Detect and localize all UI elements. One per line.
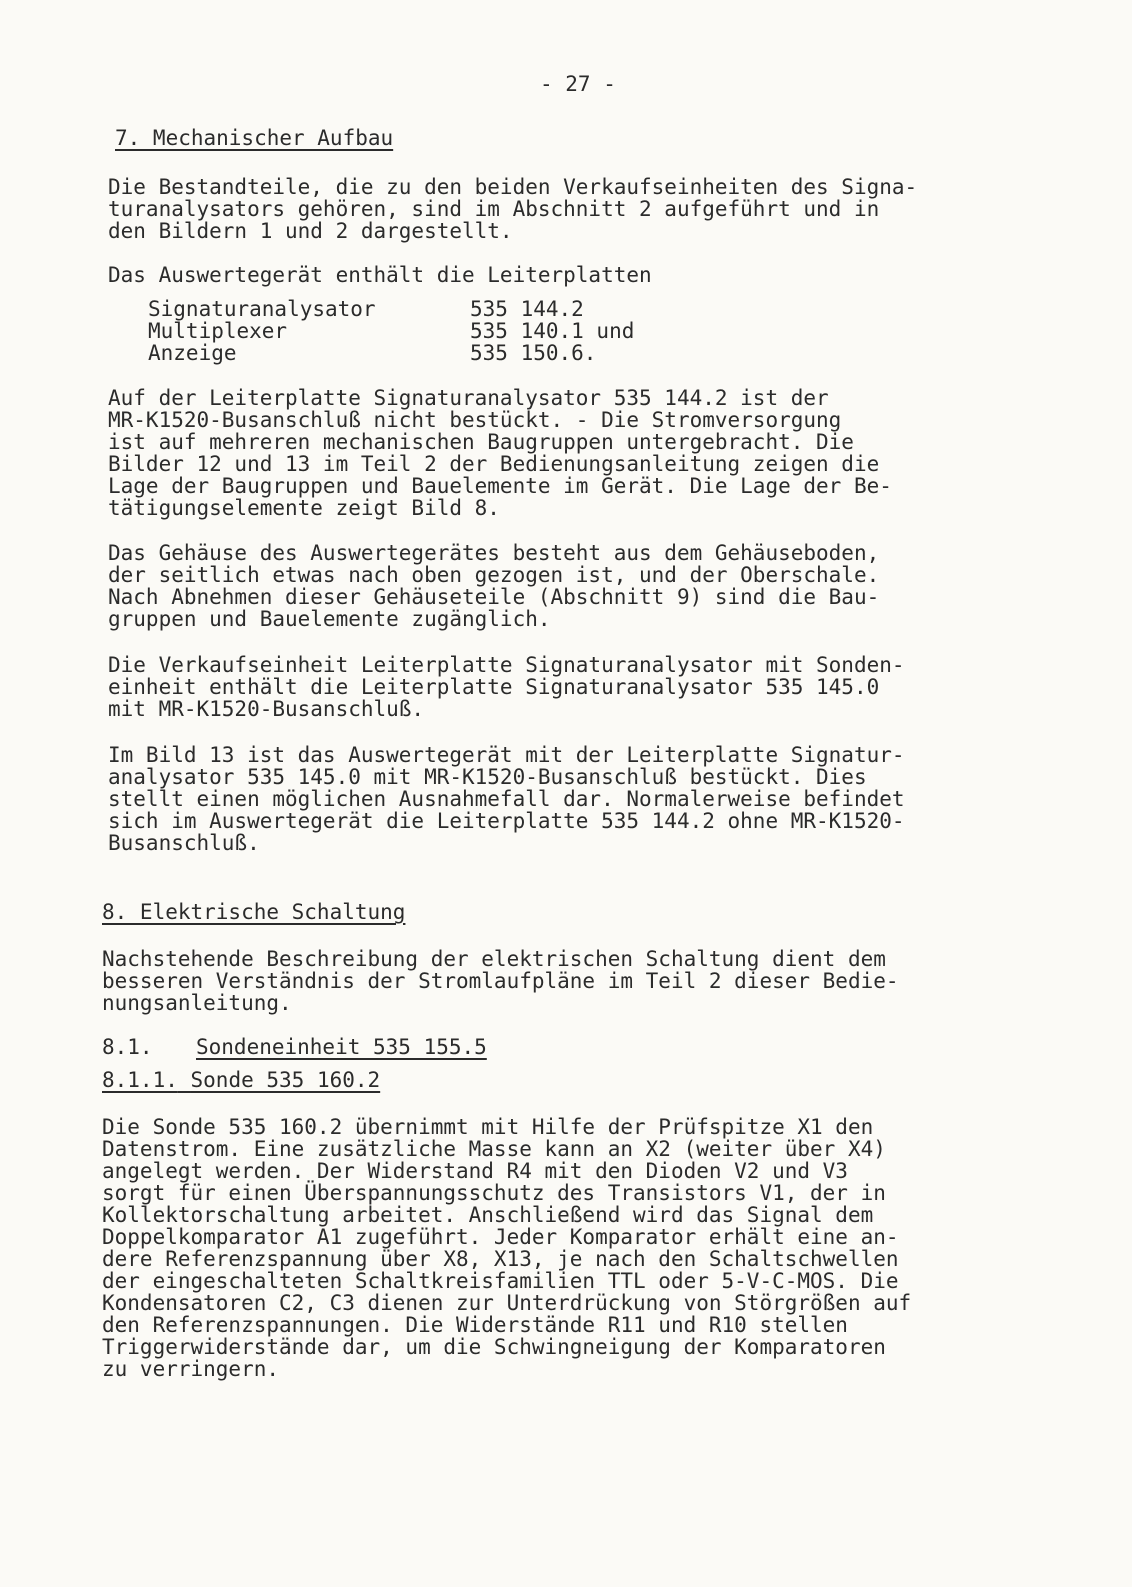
subsection-title: Sonde 535 160.2 [190,1068,381,1092]
section-7-heading: 7. Mechanischer Aufbau [115,126,394,150]
component-number: 535 144.2 [470,297,584,321]
subsection-8-1-1-heading [102,1068,380,1092]
subsection-8-1-heading [102,1035,487,1059]
section-7-paragraph-5: Im Bild 13 ist das Auswertegerät mit der Leiterplatte Signatur- analysator 535 145.0 mit MR-K1520-Busanschluß bestückt. Dies stellt einen möglichen Ausnahmefall dar. Normalerweise befindet sich im Auswertegerät die Leiterplatte 535 144.2 ohne MR-K1520- Busanschluß. [108,743,905,855]
component-number: 535 140.1 und [470,319,635,343]
section-7-paragraph-3: Das Gehäuse des Auswertegerätes besteht aus dem Gehäuseboden, der seitlich etwas nach oben gezogen ist, und der Oberschale. Nach Abnehmen dieser Gehäuseteile (Abschnitt 9) sind die Bau- gruppen und Bauelemente zugänglich. [108,541,880,631]
section-7-paragraph-2: Auf der Leiterplatte Signaturanalysator 535 144.2 ist der MR-K1520-Busanschluß nicht bestückt. - Die Stromversorgung ist auf mehreren mechanischen Baugruppen untergebracht. Die Bilder 12 und 13 im Teil 2 der Bedienungsanleitung zeigen die Lage der Baugruppen und Bauelemente im Gerät. Die Lage der Be- tätigungselemente zeigt Bild 8. [108,386,892,520]
component-name: Signaturanalysator [148,297,376,321]
component-name: Multiplexer [148,319,288,343]
section-8-paragraph-2: Die Sonde 535 160.2 übernimmt mit Hilfe der Prüfspitze X1 den Datenstrom. Eine zusätzliche Masse kann an X2 (weiter über X4) angelegt werden. Der Widerstand R4 mit den Dioden V2 und V3 sorgt für einen Überspannungsschutz des Transistors V1, der in Kollektorschaltung arbeitet. Anschließend wird das Signal dem Doppelkomparator A1 zugeführt. Jeder Komparator erhält eine an- dere Referenzspannung über X8, X13, je nach den Schaltschwellen der eingeschalteten Schaltkreisfamilien TTL oder 5-V-C-MOS. Die Kondensatoren C2, C3 dienen zur Unterdrückung von Störgrößen auf den Referenzspannungen. Die Widerstände R11 und R10 stellen Triggerwiderstände dar, um die Schwingneigung der Komparatoren zu verringern. [102,1115,912,1381]
component-row [148,342,634,364]
page-number: - 27 - [540,72,616,96]
subsection-number: 8.1.1. [102,1068,178,1092]
component-number: 535 150.6. [470,341,597,365]
section-7-components-intro: Das Auswertegerät enthält die Leiterplatten [108,263,652,287]
section-7-paragraph-4: Die Verkaufseinheit Leiterplatte Signaturanalysator mit Sonden- einheit enthält die Leiterplatte Signaturanalysator 535 145.0 mit MR-K1520-Busanschluß. [108,653,905,721]
component-list [148,298,634,364]
component-row [148,320,634,342]
component-name: Anzeige [148,341,237,365]
subsection-title: Sondeneinheit 535 155.5 [196,1035,487,1059]
component-row [148,298,634,320]
section-8-paragraph-1: Nachstehende Beschreibung der elektrischen Schaltung dient dem besseren Verständnis der Stromlaufpläne im Teil 2 dieser Bedie- nungsanleitung. [102,947,899,1015]
section-8-heading: 8. Elektrische Schaltung [102,900,406,924]
subsection-number: 8.1. [102,1035,153,1059]
section-7-paragraph-1: Die Bestandteile, die zu den beiden Verkaufseinheiten des Signa- turanalysators gehören, sind im Abschnitt 2 aufgeführt und in den Bildern 1 und 2 dargestellt. [108,175,918,243]
